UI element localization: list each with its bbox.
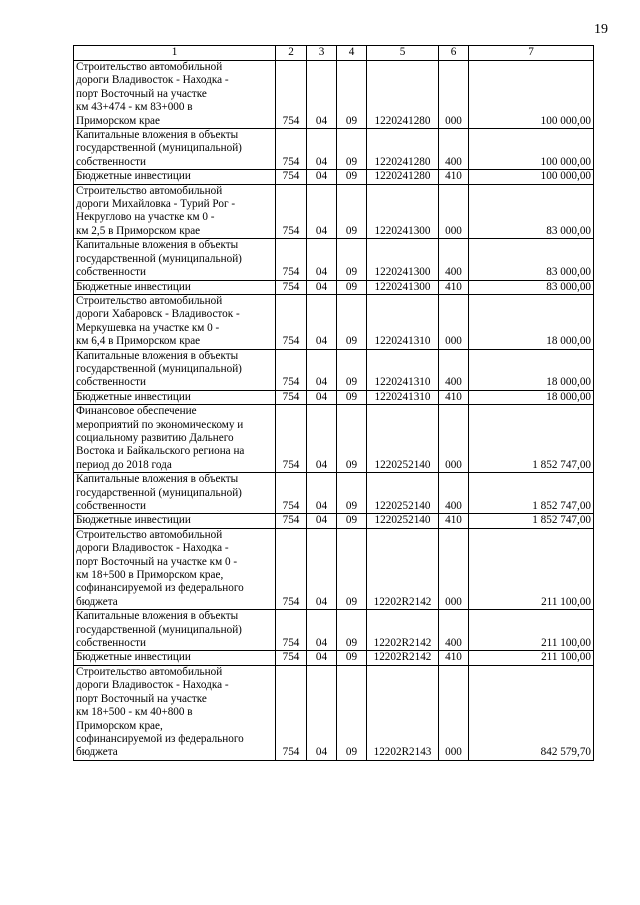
section-code-cell: 04 — [307, 528, 337, 609]
item-name-cell: Капитальные вложения в объекты государственной (муниципальной) собственности — [74, 239, 276, 280]
expense-type-cell: 410 — [439, 514, 469, 528]
section-code-cell: 04 — [307, 280, 337, 294]
section-code-cell: 04 — [307, 405, 337, 473]
table-row — [74, 280, 594, 294]
target-article-cell: 1220241280 — [367, 129, 439, 170]
item-name-cell: Бюджетные инвестиции — [74, 514, 276, 528]
section-code-cell: 04 — [307, 390, 337, 404]
target-article-cell: 1220241310 — [367, 294, 439, 349]
table-row — [74, 170, 594, 184]
section-code-cell: 04 — [307, 349, 337, 390]
expense-type-cell: 410 — [439, 651, 469, 665]
subsection-code-cell: 09 — [337, 514, 367, 528]
section-code-cell: 04 — [307, 651, 337, 665]
target-article-cell: 1220241280 — [367, 61, 439, 129]
column-header: 2 — [276, 46, 307, 61]
section-code-cell: 04 — [307, 514, 337, 528]
ministry-code-cell: 754 — [276, 651, 307, 665]
item-name-cell: Капитальные вложения в объекты государственной (муниципальной) собственности — [74, 349, 276, 390]
column-header: 4 — [337, 46, 367, 61]
amount-cell: 211 100,00 — [469, 528, 594, 609]
subsection-code-cell: 09 — [337, 405, 367, 473]
subsection-code-cell: 09 — [337, 170, 367, 184]
expense-type-cell: 000 — [439, 184, 469, 239]
column-header: 5 — [367, 46, 439, 61]
target-article-cell: 1220252140 — [367, 514, 439, 528]
expense-type-cell: 000 — [439, 405, 469, 473]
target-article-cell: 1220252140 — [367, 473, 439, 514]
target-article-cell: 12202R2142 — [367, 610, 439, 651]
table-row — [74, 473, 594, 514]
section-code-cell: 04 — [307, 239, 337, 280]
header-row — [74, 46, 594, 61]
item-name-cell: Строительство автомобильной дороги Владивосток - Находка - порт Восточный на участке км 43+474 - км 83+000 в Приморском крае — [74, 61, 276, 129]
ministry-code-cell: 754 — [276, 61, 307, 129]
amount-cell: 211 100,00 — [469, 610, 594, 651]
expense-type-cell: 000 — [439, 528, 469, 609]
subsection-code-cell: 09 — [337, 294, 367, 349]
amount-cell: 100 000,00 — [469, 61, 594, 129]
amount-cell: 18 000,00 — [469, 349, 594, 390]
amount-cell: 83 000,00 — [469, 184, 594, 239]
item-name-cell: Строительство автомобильной дороги Владивосток - Находка - порт Восточный на участке км 18+500 - км 40+800 в Приморском крае, софинансируемой из федерального бюджета — [74, 665, 276, 760]
section-code-cell: 04 — [307, 610, 337, 651]
table-row — [74, 239, 594, 280]
section-code-cell: 04 — [307, 61, 337, 129]
ministry-code-cell: 754 — [276, 665, 307, 760]
ministry-code-cell: 754 — [276, 239, 307, 280]
expense-type-cell: 400 — [439, 129, 469, 170]
subsection-code-cell: 09 — [337, 280, 367, 294]
table-row — [74, 528, 594, 609]
amount-cell: 1 852 747,00 — [469, 473, 594, 514]
ministry-code-cell: 754 — [276, 390, 307, 404]
item-name-cell: Капитальные вложения в объекты государственной (муниципальной) собственности — [74, 473, 276, 514]
subsection-code-cell: 09 — [337, 184, 367, 239]
section-code-cell: 04 — [307, 294, 337, 349]
item-name-cell: Строительство автомобильной дороги Михайловка - Турий Рог - Некруглово на участке км 0 - км 2,5 в Приморском крае — [74, 184, 276, 239]
section-code-cell: 04 — [307, 473, 337, 514]
expense-type-cell: 400 — [439, 473, 469, 514]
table-row — [74, 390, 594, 404]
item-name-cell: Строительство автомобильной дороги Владивосток - Находка - порт Восточный на участке км 0 - км 18+500 в Приморском крае, софинансируемой из федерального бюджета — [74, 528, 276, 609]
target-article-cell: 1220252140 — [367, 405, 439, 473]
ministry-code-cell: 754 — [276, 129, 307, 170]
target-article-cell: 12202R2142 — [367, 528, 439, 609]
ministry-code-cell: 754 — [276, 349, 307, 390]
expense-type-cell: 400 — [439, 349, 469, 390]
ministry-code-cell: 754 — [276, 610, 307, 651]
subsection-code-cell: 09 — [337, 349, 367, 390]
ministry-code-cell: 754 — [276, 528, 307, 609]
section-code-cell: 04 — [307, 665, 337, 760]
amount-cell: 1 852 747,00 — [469, 405, 594, 473]
item-name-cell: Бюджетные инвестиции — [74, 390, 276, 404]
target-article-cell: 1220241280 — [367, 170, 439, 184]
ministry-code-cell: 754 — [276, 294, 307, 349]
budget-table — [73, 45, 594, 761]
table-row — [74, 349, 594, 390]
target-article-cell: 1220241300 — [367, 239, 439, 280]
amount-cell: 100 000,00 — [469, 129, 594, 170]
section-code-cell: 04 — [307, 129, 337, 170]
subsection-code-cell: 09 — [337, 390, 367, 404]
expense-type-cell: 000 — [439, 665, 469, 760]
target-article-cell: 1220241310 — [367, 349, 439, 390]
expense-type-cell: 410 — [439, 170, 469, 184]
amount-cell: 18 000,00 — [469, 294, 594, 349]
item-name-cell: Бюджетные инвестиции — [74, 170, 276, 184]
table-row — [74, 129, 594, 170]
table-row — [74, 61, 594, 129]
target-article-cell: 12202R2142 — [367, 651, 439, 665]
amount-cell: 83 000,00 — [469, 239, 594, 280]
amount-cell: 100 000,00 — [469, 170, 594, 184]
item-name-cell: Капитальные вложения в объекты государственной (муниципальной) собственности — [74, 610, 276, 651]
expense-type-cell: 400 — [439, 610, 469, 651]
expense-type-cell: 000 — [439, 294, 469, 349]
target-article-cell: 12202R2143 — [367, 665, 439, 760]
table-row — [74, 665, 594, 760]
subsection-code-cell: 09 — [337, 665, 367, 760]
ministry-code-cell: 754 — [276, 514, 307, 528]
amount-cell: 842 579,70 — [469, 665, 594, 760]
ministry-code-cell: 754 — [276, 280, 307, 294]
item-name-cell: Бюджетные инвестиции — [74, 651, 276, 665]
ministry-code-cell: 754 — [276, 184, 307, 239]
ministry-code-cell: 754 — [276, 473, 307, 514]
subsection-code-cell: 09 — [337, 239, 367, 280]
target-article-cell: 1220241300 — [367, 184, 439, 239]
amount-cell: 83 000,00 — [469, 280, 594, 294]
table-row — [74, 405, 594, 473]
target-article-cell: 1220241310 — [367, 390, 439, 404]
item-name-cell: Капитальные вложения в объекты государственной (муниципальной) собственности — [74, 129, 276, 170]
ministry-code-cell: 754 — [276, 405, 307, 473]
item-name-cell: Бюджетные инвестиции — [74, 280, 276, 294]
amount-cell: 18 000,00 — [469, 390, 594, 404]
table-row — [74, 294, 594, 349]
target-article-cell: 1220241300 — [367, 280, 439, 294]
table-row — [74, 184, 594, 239]
subsection-code-cell: 09 — [337, 528, 367, 609]
ministry-code-cell: 754 — [276, 170, 307, 184]
section-code-cell: 04 — [307, 170, 337, 184]
table-row — [74, 651, 594, 665]
amount-cell: 211 100,00 — [469, 651, 594, 665]
column-header: 1 — [74, 46, 276, 61]
subsection-code-cell: 09 — [337, 610, 367, 651]
table-row — [74, 610, 594, 651]
expense-type-cell: 400 — [439, 239, 469, 280]
table-body — [74, 61, 594, 761]
column-header: 7 — [469, 46, 594, 61]
page-number: 19 — [594, 22, 608, 37]
expense-type-cell: 000 — [439, 61, 469, 129]
item-name-cell: Строительство автомобильной дороги Хабаровск - Владивосток - Меркушевка на участке км 0 - км 6,4 в Приморском крае — [74, 294, 276, 349]
amount-cell: 1 852 747,00 — [469, 514, 594, 528]
item-name-cell: Финансовое обеспечение мероприятий по экономическому и социальному развитию Дальнего Востока и Байкальского региона на период до 2018 года — [74, 405, 276, 473]
subsection-code-cell: 09 — [337, 651, 367, 665]
column-header: 3 — [307, 46, 337, 61]
column-header: 6 — [439, 46, 469, 61]
section-code-cell: 04 — [307, 184, 337, 239]
expense-type-cell: 410 — [439, 390, 469, 404]
subsection-code-cell: 09 — [337, 473, 367, 514]
table-row — [74, 514, 594, 528]
subsection-code-cell: 09 — [337, 61, 367, 129]
expense-type-cell: 410 — [439, 280, 469, 294]
subsection-code-cell: 09 — [337, 129, 367, 170]
